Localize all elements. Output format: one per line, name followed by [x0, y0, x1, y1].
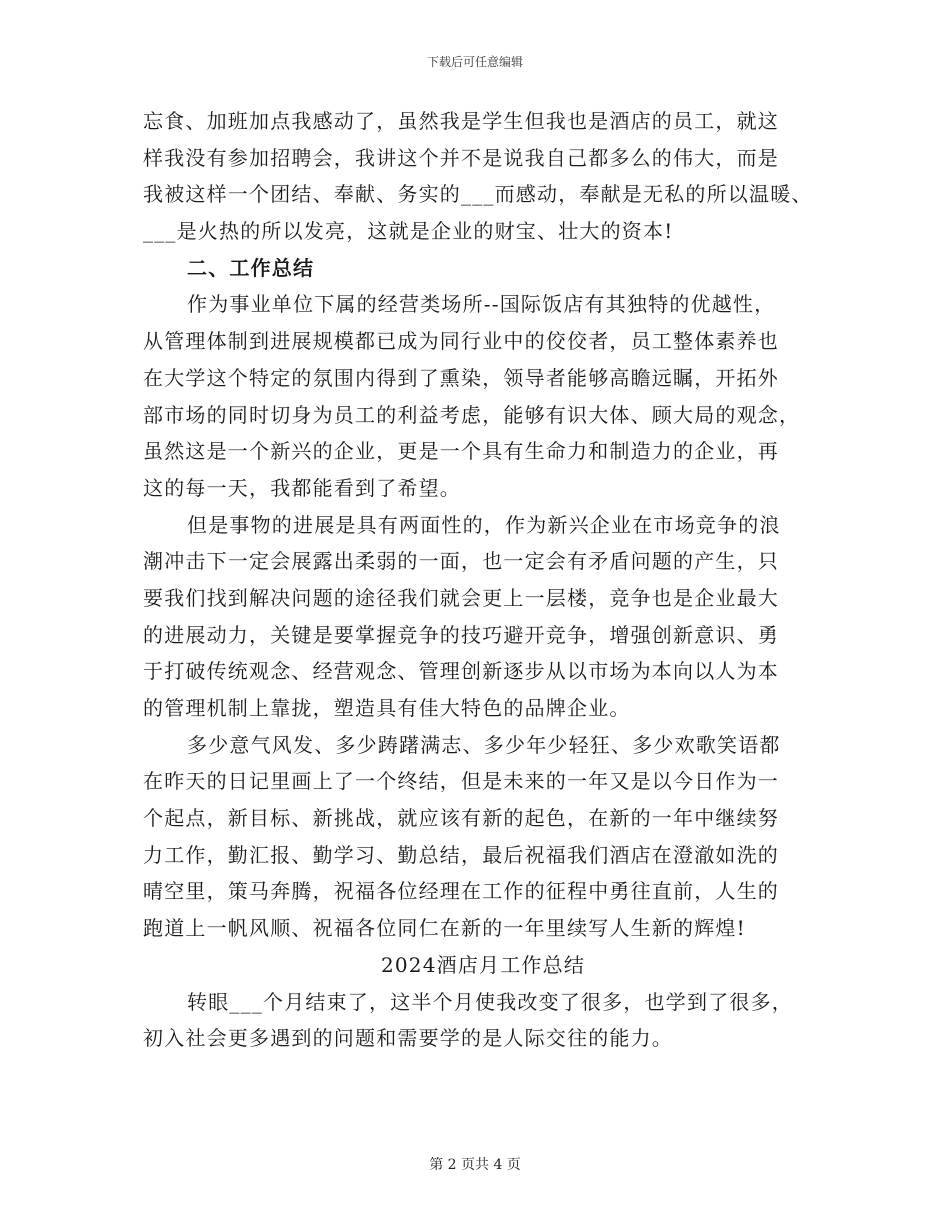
body-line: 我被这样一个团结、奉献、务实的___而感动，奉献是无私的所以温暖、: [143, 182, 813, 207]
page-footer: 第 2 页共 4 页: [429, 1157, 521, 1173]
body-line: 样我没有参加招聘会，我讲这个并不是说我自己都多么的伟大，而是: [143, 145, 779, 170]
body-line: 个起点，新目标、新挑战，就应该有新的起色，在新的一年中继续努: [143, 806, 779, 831]
body-line: 的进展动力，关键是要掌握竞争的技巧避开竞争，增强创新意识、勇: [143, 622, 779, 647]
body-line: 于打破传统观念、经营观念、管理创新逐步从以市场为本向以人为本: [143, 659, 779, 684]
paragraph-start-line: 多少意气风发、多少踌躇满志、多少年少轻狂、多少欢歌笑语都: [187, 732, 781, 757]
paragraph-start-line: 但是事物的进展是具有两面性的，作为新兴企业在市场竞争的浪: [187, 512, 781, 537]
body-line: 力工作，勤汇报、勤学习、勤总结，最后祝福我们酒店在澄澈如洗的: [143, 842, 779, 867]
body-line: 虽然这是一个新兴的企业，更是一个具有生命力和制造力的企业，再: [143, 439, 779, 464]
document-title: 2024酒店月工作总结: [380, 952, 586, 977]
body-line: 从管理体制到进展规模都已成为同行业中的佼佼者，员工整体素养也: [143, 329, 779, 354]
body-line: 部市场的同时切身为员工的利益考虑，能够有识大体、顾大局的观念，: [143, 402, 801, 427]
paragraph-start-line: 转眼___个月结束了，这半个月使我改变了很多，也学到了很多，: [187, 989, 793, 1014]
body-line: 初入社会更多遇到的问题和需要学的是人际交往的能力。: [143, 1026, 673, 1051]
body-line: 忘食、加班加点我感动了，虽然我是学生但我也是酒店的员工，就这: [143, 109, 779, 133]
paragraph-start-line: 作为事业单位下属的经营类场所--国际饭店有其独特的优越性，: [187, 292, 776, 317]
body-line: ___是火热的所以发亮，这就是企业的财宝、壮大的资本!: [143, 219, 674, 244]
page-header: 下载后可任意编辑: [426, 55, 523, 69]
body-line: 在昨天的日记里画上了一个终结，但是未来的一年又是以今日作为一: [143, 769, 779, 794]
body-line: 的管理机制上靠拢，塑造具有佳大特色的品牌企业。: [143, 696, 631, 720]
body-line: 潮冲击下一定会展露出柔弱的一面，也一定会有矛盾问题的产生，只: [143, 549, 779, 574]
section-heading: 二、工作总结: [187, 255, 315, 280]
body-line: 跑道上一帆风顺、祝福各位同仁在新的一年里续写人生新的辉煌!: [143, 916, 746, 941]
body-line: 这的每一天，我都能看到了希望。: [143, 475, 461, 500]
document-body: [143, 103, 823, 1057]
body-line: 晴空里，策马奔腾，祝福各位经理在工作的征程中勇往直前，人生的: [143, 879, 779, 904]
body-line: 在大学这个特定的氛围内得到了熏染，领导者能够高瞻远瞩，开拓外: [143, 365, 779, 390]
body-line: 要我们找到解决问题的途径我们就会更上一层楼，竞争也是企业最大: [143, 585, 779, 610]
